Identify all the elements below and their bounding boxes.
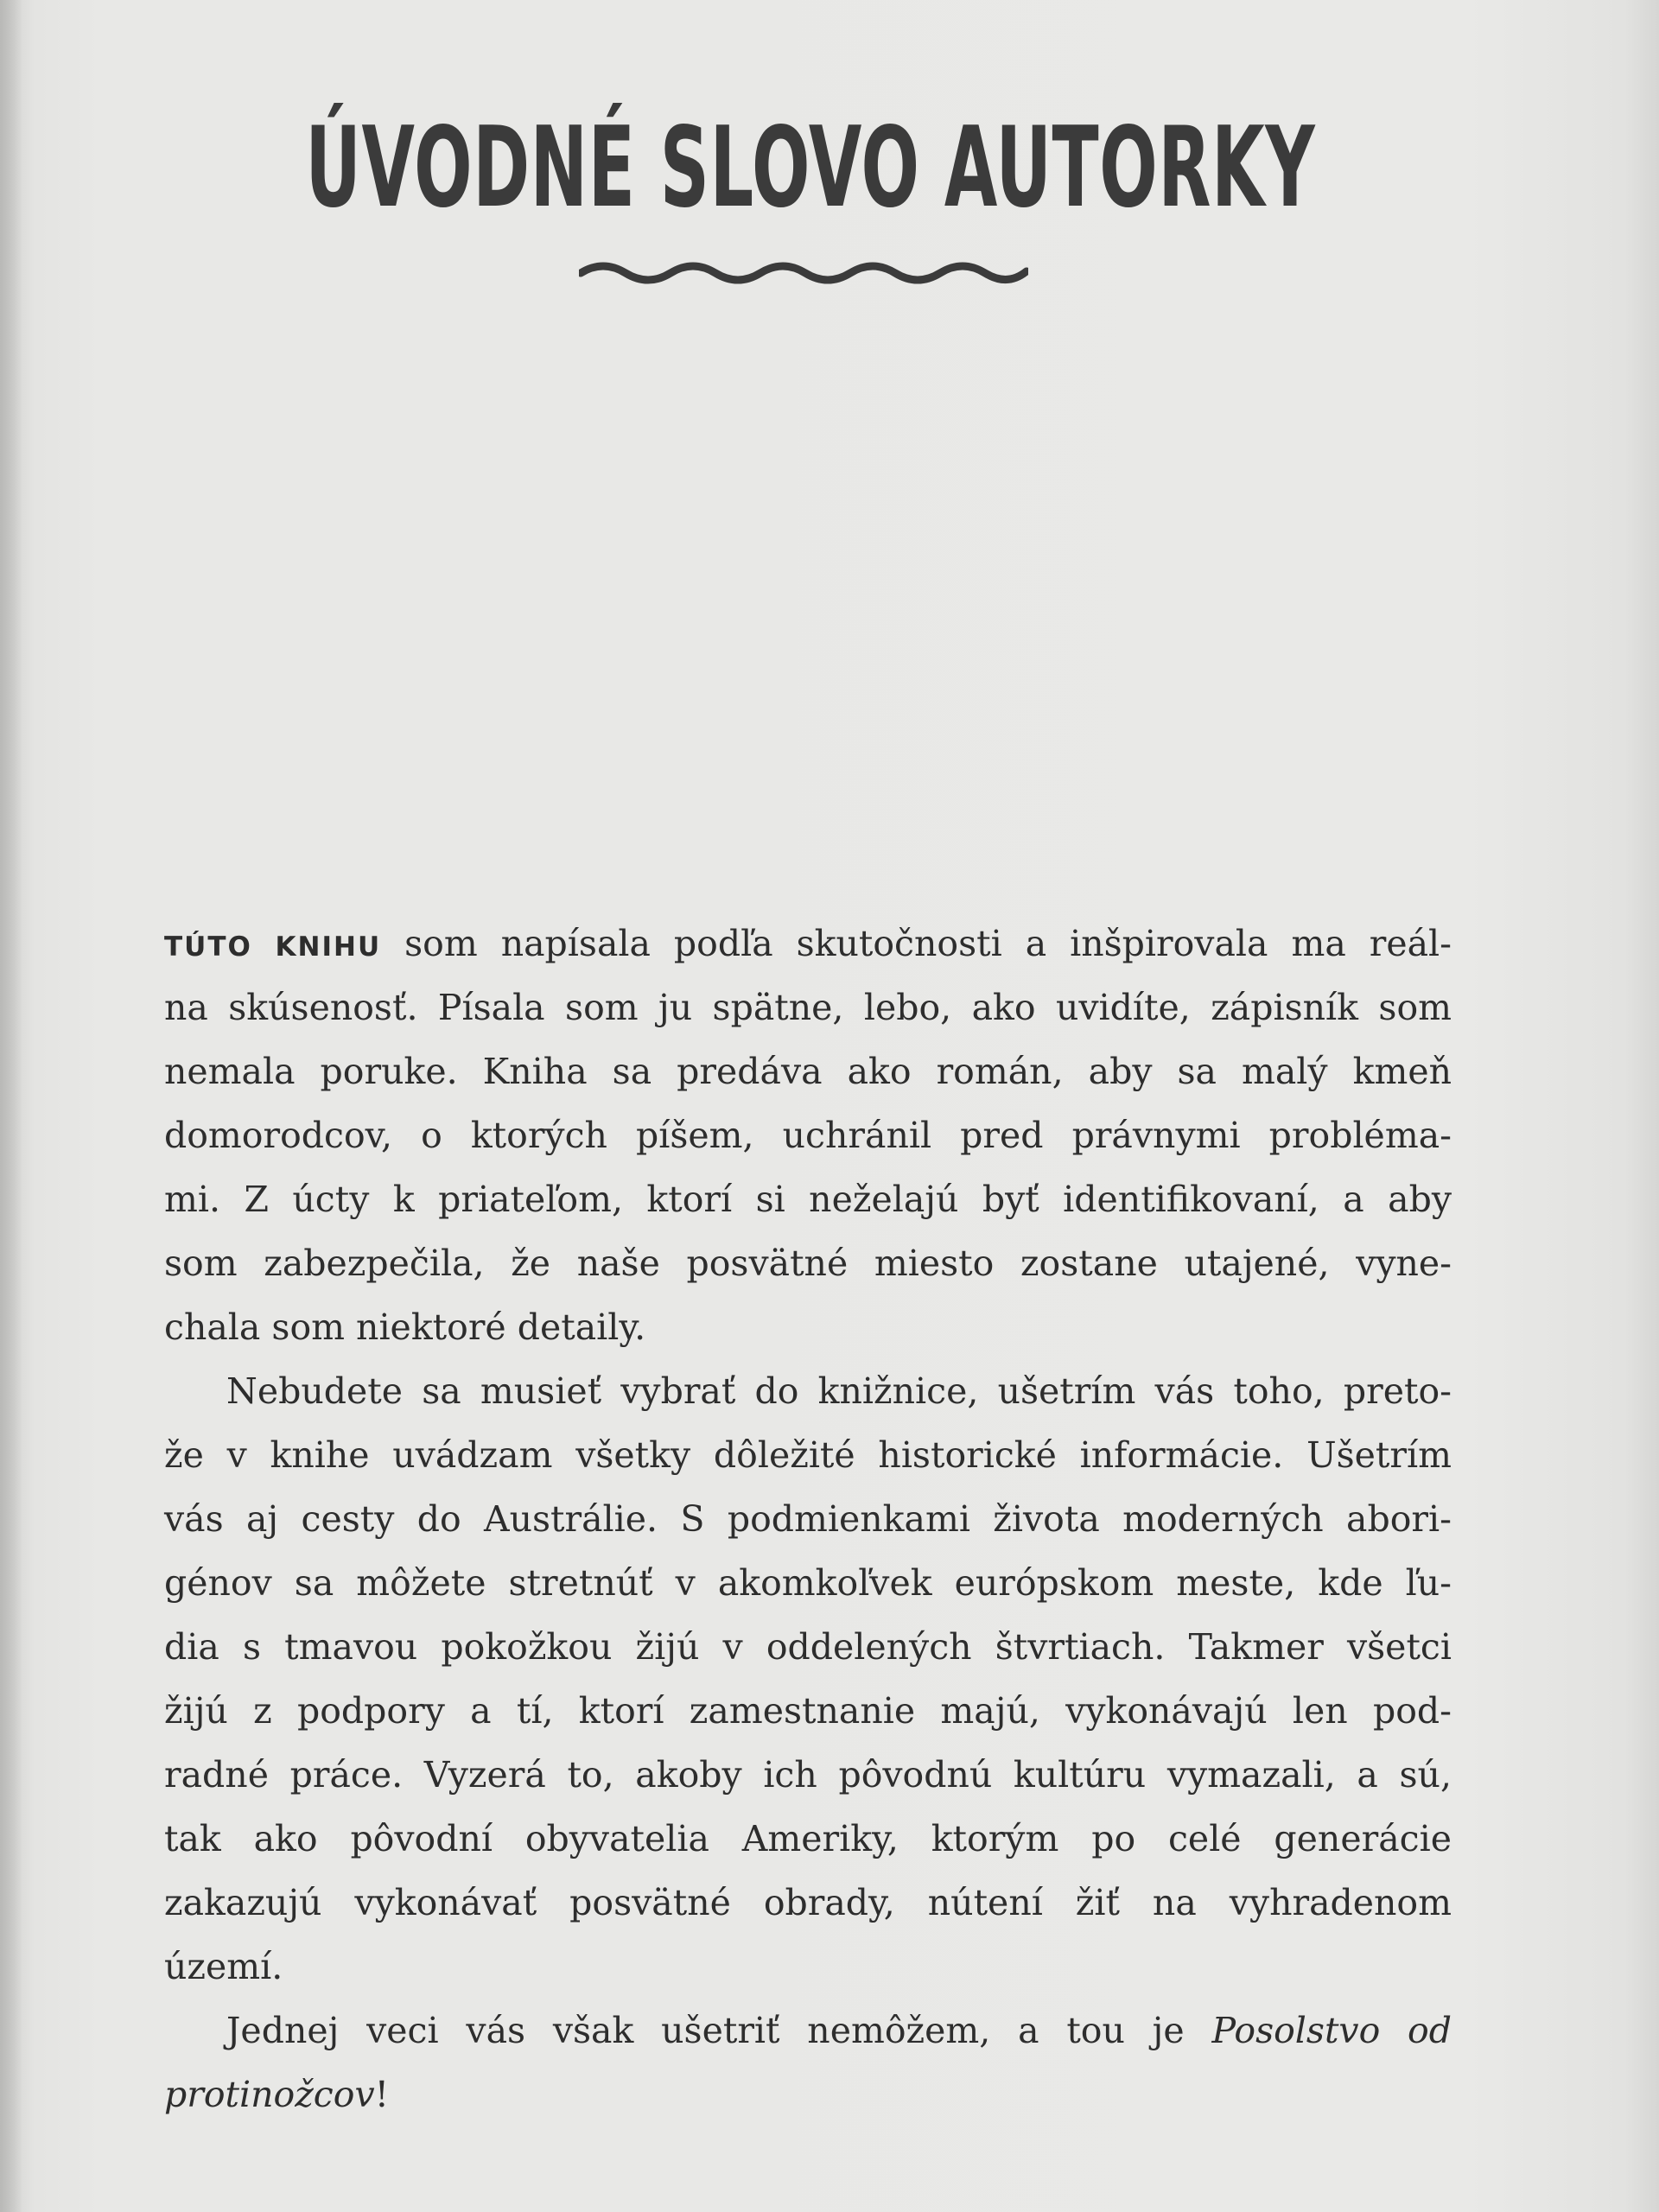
lead-in-smallcaps: TÚTO KNIHU <box>164 931 382 963</box>
text-line <box>164 912 1452 976</box>
text-line: chala som niektoré detaily. <box>164 1306 646 1348</box>
paragraph-3 <box>164 1999 1452 2126</box>
text-line: území. <box>164 1946 283 1987</box>
text-line-end: ! <box>374 2074 390 2115</box>
text-line: na skúsenosť. Písala som ju spätne, lebo, ako uvidíte, zápisník som <box>164 987 1452 1028</box>
text-line: mi. Z úcty k priateľom, ktorí si neželajú byť identifikovaní, a aby <box>164 1179 1452 1220</box>
text-line: nemala poruke. Kniha sa predáva ako román, aby sa malý kmeň <box>164 1051 1452 1092</box>
text-line <box>164 1999 1452 2063</box>
text-line: tak ako pôvodní obyvatelia Ameriky, ktorým po celé generácie <box>164 1818 1452 1859</box>
book-title-italic: protinožcov <box>164 2074 375 2115</box>
text-line: domorodcov, o ktorých píšem, uchránil pred právnymi probléma- <box>164 1115 1452 1156</box>
paragraph-2 <box>164 1359 1452 1999</box>
spine-shadow <box>0 0 22 2212</box>
page-title: ÚVODNÉ SLOVO AUTORKY <box>305 104 1316 232</box>
book-title-italic: Posolstvo od <box>1211 2010 1452 2051</box>
body-text <box>164 912 1452 2126</box>
text-line: že v knihe uvádzam všetky dôležité historické informácie. Ušetrím <box>164 1434 1452 1476</box>
wave-ornament-icon <box>579 256 1028 285</box>
text-line: radné práce. Vyzerá to, akoby ich pôvodnú kultúru vymazali, a sú, <box>164 1754 1452 1796</box>
text-line-rest: som napísala podľa skutočnosti a inšpirovala ma reál- <box>381 923 1452 964</box>
text-line: Nebudete sa musieť vybrať do knižnice, ušetrím vás toho, preto- <box>226 1370 1452 1412</box>
text-line: som zabezpečila, že naše posvätné miesto zostane utajené, vyne- <box>164 1243 1452 1284</box>
text-line: žijú z podpory a tí, ktorí zamestnanie majú, vykonávajú len pod- <box>164 1690 1452 1732</box>
text-line-start: Jednej veci vás však ušetriť nemôžem, a tou je <box>226 2010 1212 2051</box>
text-line: dia s tmavou pokožkou žijú v oddelených štvrtiach. Takmer všetci <box>164 1626 1452 1668</box>
text-line: vás aj cesty do Austrálie. S podmienkami života moderných abori- <box>164 1498 1452 1540</box>
text-line: génov sa môžete stretnúť v akomkoľvek európskom meste, kde ľu- <box>164 1562 1452 1604</box>
text-line <box>164 2063 1452 2126</box>
text-line: zakazujú vykonávať posvätné obrady, nútení žiť na vyhradenom <box>164 1882 1452 1923</box>
paragraph-1 <box>164 912 1452 1359</box>
